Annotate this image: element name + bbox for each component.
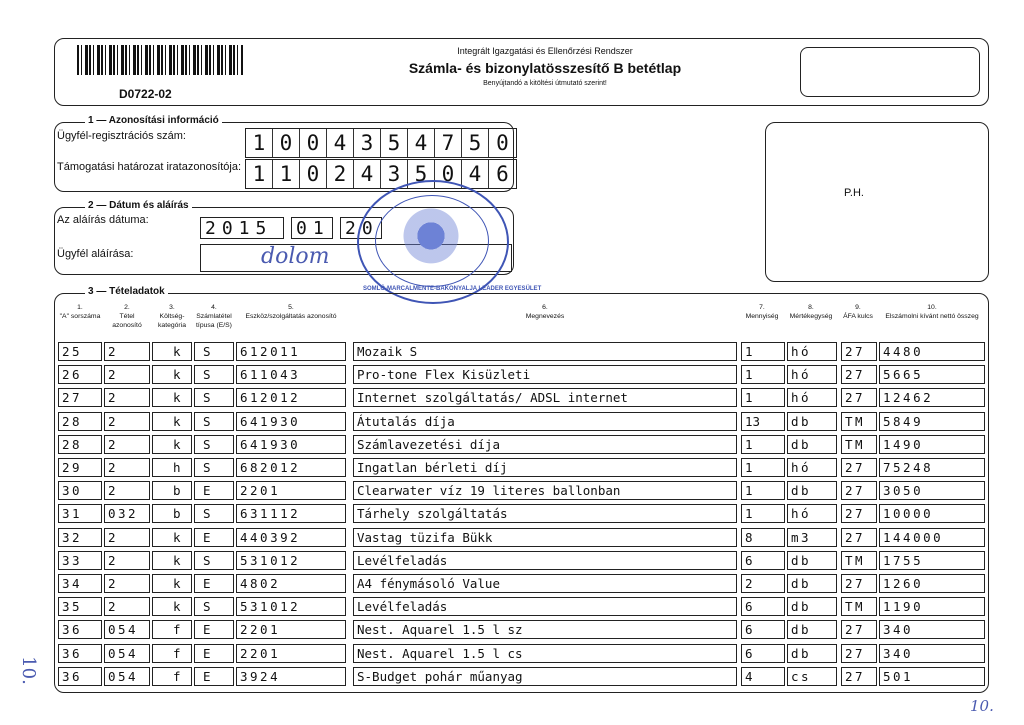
cell-vat[interactable]: 27 (841, 667, 877, 686)
digit: 0 (496, 131, 509, 155)
cell-cost-category[interactable]: k (152, 528, 192, 547)
cell-name[interactable]: Vastag tüzifa Bükk (353, 528, 737, 547)
cell-amount[interactable]: 1260 (879, 574, 985, 593)
col-label: Mennyiség (745, 313, 779, 320)
cell-unit[interactable]: cs (787, 667, 837, 686)
col-header-7 (740, 303, 784, 321)
col-label: Megnevezés (525, 313, 565, 320)
cell-a-number[interactable]: 35 (58, 597, 102, 616)
cell-asset-id[interactable]: 682012 (236, 458, 346, 477)
form-subtitle: Benyújtandó a kitöltési útmutató szerint! (483, 80, 607, 87)
cell-quantity[interactable]: 1 (741, 504, 785, 523)
cell-name[interactable]: Levélfeladás (353, 597, 737, 616)
cell-name[interactable]: Átutalás díja (353, 412, 737, 431)
cell-amount[interactable]: 4480 (879, 342, 985, 361)
stamp-text: SOMLÓ-MARCALMENTE-BAKONYALJA LEADER EGYESÜLET (363, 286, 542, 292)
cell-quantity[interactable]: 1 (741, 388, 785, 407)
cell-item-id[interactable]: 2 (104, 551, 150, 570)
cell-quantity[interactable]: 1 (741, 458, 785, 477)
cell-name[interactable]: A4 fénymásoló Value (353, 574, 737, 593)
date-label: Az aláírás dátuma: (57, 214, 149, 226)
cell-item-id[interactable]: 2 (104, 481, 150, 500)
cell-item-id[interactable]: 054 (104, 644, 150, 663)
cell-a-number[interactable]: 30 (58, 481, 102, 500)
col-num: 9. (855, 304, 861, 311)
col-num: 4. (211, 304, 217, 311)
cell-cost-category[interactable]: f (152, 644, 192, 663)
margin-note-bottom-right: 10. (970, 697, 994, 715)
cell-quantity[interactable]: 2 (741, 574, 785, 593)
col-label: Költség-kategória (158, 313, 186, 329)
stamp-emblem (401, 208, 461, 270)
cell-vat[interactable]: 27 (841, 528, 877, 547)
cell-unit[interactable]: db (787, 412, 837, 431)
cell-item-type[interactable]: S (194, 365, 234, 384)
cell-quantity[interactable]: 4 (741, 667, 785, 686)
cell-item-id[interactable]: 2 (104, 528, 150, 547)
digit: 0 (300, 160, 327, 188)
digit: 3 (381, 160, 408, 188)
cell-name[interactable]: Nest. Aquarel 1.5 l cs (353, 644, 737, 663)
cell-unit[interactable]: db (787, 620, 837, 639)
cell-asset-id[interactable]: 611043 (236, 365, 346, 384)
cell-unit[interactable]: hó (787, 342, 837, 361)
cell-a-number[interactable]: 28 (58, 435, 102, 454)
cell-item-id[interactable]: 2 (104, 574, 150, 593)
cell-unit[interactable]: db (787, 551, 837, 570)
digit: 7 (435, 129, 462, 157)
cell-a-number[interactable]: 29 (58, 458, 102, 477)
section1-title: 1 — Azonosítási információ (85, 115, 222, 126)
cell-asset-id[interactable]: 4802 (236, 574, 346, 593)
cell-name[interactable]: Ingatlan bérleti díj (353, 458, 737, 477)
system-name: Integrált Igazgatási és Ellenőrzési Rendszer (457, 46, 633, 56)
digit: 5 (408, 160, 435, 188)
col-label: Számlatétel típusa (E/S) (196, 313, 232, 329)
cell-item-type[interactable]: S (194, 551, 234, 570)
cell-item-type[interactable]: S (194, 504, 234, 523)
cell-name[interactable]: S-Budget pohár műanyag (353, 667, 737, 686)
cell-item-id[interactable]: 032 (104, 504, 150, 523)
cell-asset-id[interactable]: 612011 (236, 342, 346, 361)
cell-quantity[interactable]: 13 (741, 412, 785, 431)
col-label: Eszköz/szolgáltatás azonosító (245, 313, 337, 320)
cell-name[interactable]: Mozaik S (353, 342, 737, 361)
col-num: 8. (808, 304, 814, 311)
cell-item-id[interactable]: 2 (104, 365, 150, 384)
cell-amount[interactable]: 10000 (879, 504, 985, 523)
cell-a-number[interactable]: 32 (58, 528, 102, 547)
cell-unit[interactable]: db (787, 435, 837, 454)
cell-a-number[interactable]: 31 (58, 504, 102, 523)
cell-item-type[interactable]: S (194, 458, 234, 477)
cell-item-type[interactable]: S (194, 412, 234, 431)
cell-cost-category[interactable]: k (152, 597, 192, 616)
cell-amount[interactable]: 12462 (879, 388, 985, 407)
col-num: 1. (77, 304, 83, 311)
decision-id-field[interactable] (245, 159, 517, 189)
cell-amount[interactable]: 144000 (879, 528, 985, 547)
col-label: "A" sorszáma (59, 313, 101, 320)
cell-cost-category[interactable]: k (152, 342, 192, 361)
cell-quantity[interactable]: 6 (741, 597, 785, 616)
cell-item-id[interactable]: 2 (104, 342, 150, 361)
col-label: Elszámolni kívánt nettó összeg (885, 313, 979, 320)
cell-cost-category[interactable]: k (152, 551, 192, 570)
signature: dolom (261, 244, 330, 269)
digit: 5 (381, 129, 408, 157)
digit: 0 (273, 129, 300, 157)
col-header-9 (840, 303, 876, 321)
col-num: 3. (169, 304, 175, 311)
digit: 1 (246, 160, 273, 188)
cell-cost-category[interactable]: b (152, 481, 192, 500)
cell-name[interactable]: Clearwater víz 19 literes ballonban (353, 481, 737, 500)
cell-amount[interactable]: 3050 (879, 481, 985, 500)
cell-quantity[interactable]: 1 (741, 365, 785, 384)
cell-cost-category[interactable]: f (152, 620, 192, 639)
cell-amount[interactable]: 1755 (879, 551, 985, 570)
cell-name[interactable]: Levélfeladás (353, 551, 737, 570)
cell-a-number[interactable]: 34 (58, 574, 102, 593)
cell-name[interactable]: Internet szolgáltatás/ ADSL internet (353, 388, 737, 407)
col-label: ÁFA kulcs (843, 313, 873, 320)
section3-title: 3 — Tételadatok (85, 286, 168, 297)
date-year-field[interactable] (200, 217, 284, 239)
digit: 5 (462, 129, 489, 157)
digit: 1 (273, 160, 300, 188)
form-title: Számla- és bizonylatösszesítő B betétlap (408, 60, 682, 76)
margin-note-left: 10. (17, 656, 39, 685)
cell-cost-category[interactable]: k (152, 412, 192, 431)
cell-amount[interactable]: 501 (879, 667, 985, 686)
cell-vat[interactable]: TM (841, 551, 877, 570)
cell-name[interactable]: Nest. Aquarel 1.5 l sz (353, 620, 737, 639)
cell-unit[interactable]: db (787, 481, 837, 500)
col-num: 2. (124, 304, 130, 311)
cell-unit[interactable]: m3 (787, 528, 837, 547)
digit: 0 (300, 129, 327, 157)
client-id-label: Ügyfél-regisztrációs szám: (57, 130, 186, 142)
cell-asset-id[interactable]: 2201 (236, 481, 346, 500)
cell-a-number[interactable]: 25 (58, 342, 102, 361)
cell-item-type[interactable]: E (194, 620, 234, 639)
col-header-4 (194, 303, 234, 330)
cell-unit[interactable]: hó (787, 388, 837, 407)
col-header-10 (878, 303, 986, 321)
cell-item-id[interactable]: 2 (104, 435, 150, 454)
digit: 4 (408, 129, 435, 157)
date-day: 20 (345, 218, 379, 239)
decision-id-label: Támogatási határozat iratazonosítója: (57, 161, 242, 173)
cell-item-type[interactable]: S (194, 435, 234, 454)
cell-amount[interactable]: 340 (879, 620, 985, 639)
cell-quantity[interactable]: 6 (741, 644, 785, 663)
signature-label: Ügyfél aláírása: (57, 248, 134, 260)
cell-unit[interactable]: hó (787, 365, 837, 384)
date-month-field[interactable] (291, 217, 333, 239)
cell-quantity[interactable]: 6 (741, 551, 785, 570)
digit: 0 (435, 160, 462, 188)
cell-unit[interactable]: db (787, 644, 837, 663)
digit: 1 (246, 129, 273, 157)
cell-amount[interactable]: 340 (879, 644, 985, 663)
cell-asset-id[interactable]: 612012 (236, 388, 346, 407)
cell-item-type[interactable]: E (194, 528, 234, 547)
cell-vat[interactable]: TM (841, 412, 877, 431)
cell-asset-id[interactable]: 3924 (236, 667, 346, 686)
cell-item-id[interactable]: 2 (104, 458, 150, 477)
cell-quantity[interactable]: 1 (741, 342, 785, 361)
digit: 3 (354, 129, 381, 157)
cell-vat[interactable]: 27 (841, 342, 877, 361)
cell-cost-category[interactable]: k (152, 435, 192, 454)
cell-item-id[interactable]: 2 (104, 597, 150, 616)
cell-item-type[interactable]: E (194, 644, 234, 663)
cell-a-number[interactable]: 36 (58, 620, 102, 639)
cell-item-type[interactable]: S (194, 597, 234, 616)
cell-name[interactable]: Tárhely szolgáltatás (353, 504, 737, 523)
cell-unit[interactable]: hó (787, 458, 837, 477)
cell-item-type[interactable]: E (194, 667, 234, 686)
cell-vat[interactable]: 27 (841, 644, 877, 663)
cell-cost-category[interactable]: k (152, 365, 192, 384)
cell-item-id[interactable]: 2 (104, 388, 150, 407)
cell-a-number[interactable]: 26 (58, 365, 102, 384)
cell-vat[interactable]: 27 (841, 458, 877, 477)
cell-amount[interactable]: 5665 (879, 365, 985, 384)
header-box (54, 38, 989, 106)
cell-quantity[interactable]: 8 (741, 528, 785, 547)
cell-asset-id[interactable]: 641930 (236, 412, 346, 431)
cell-quantity[interactable]: 6 (741, 620, 785, 639)
digit: 6 (496, 162, 509, 186)
cell-item-id[interactable]: 054 (104, 667, 150, 686)
cell-vat[interactable]: 27 (841, 365, 877, 384)
cell-vat[interactable]: TM (841, 597, 877, 616)
col-num: 6. (542, 304, 548, 311)
ph-label: P.H. (844, 187, 864, 199)
cell-asset-id[interactable]: 631112 (236, 504, 346, 523)
col-header-2 (104, 303, 150, 330)
col-header-6 (355, 303, 735, 321)
client-id-field[interactable] (245, 128, 517, 158)
digit: 4 (327, 129, 354, 157)
cell-cost-category[interactable]: b (152, 504, 192, 523)
col-header-5 (236, 303, 346, 321)
cell-asset-id[interactable]: 2201 (236, 620, 346, 639)
cell-quantity[interactable]: 1 (741, 481, 785, 500)
cell-asset-id[interactable]: 641930 (236, 435, 346, 454)
cell-item-type[interactable]: E (194, 574, 234, 593)
col-header-3 (152, 303, 192, 330)
cell-asset-id[interactable]: 531012 (236, 597, 346, 616)
col-header-1 (58, 303, 102, 321)
col-label: Mértékegység (789, 313, 833, 320)
cell-vat[interactable]: 27 (841, 504, 877, 523)
cell-asset-id[interactable]: 2201 (236, 644, 346, 663)
cell-a-number[interactable]: 27 (58, 388, 102, 407)
col-num: 5. (288, 304, 294, 311)
cell-asset-id[interactable]: 440392 (236, 528, 346, 547)
cell-asset-id[interactable]: 531012 (236, 551, 346, 570)
cell-cost-category[interactable]: f (152, 667, 192, 686)
header-blank-box (800, 47, 980, 97)
cell-item-id[interactable]: 054 (104, 620, 150, 639)
form-code: D0722-02 (119, 87, 172, 101)
date-month: 01 (296, 218, 330, 239)
digit: 4 (354, 160, 381, 188)
cell-amount[interactable]: 1490 (879, 435, 985, 454)
cell-quantity[interactable]: 1 (741, 435, 785, 454)
cell-a-number[interactable]: 36 (58, 644, 102, 663)
col-label: Tétel azonosító (112, 313, 142, 329)
cell-vat[interactable]: 27 (841, 481, 877, 500)
ph-box (765, 122, 989, 282)
col-header-8 (786, 303, 836, 321)
cell-cost-category[interactable]: h (152, 458, 192, 477)
col-num: 7. (759, 304, 765, 311)
cell-vat[interactable]: 27 (841, 388, 877, 407)
cell-a-number[interactable]: 28 (58, 412, 102, 431)
section2-title: 2 — Dátum és aláírás (85, 200, 192, 211)
official-stamp (357, 180, 542, 304)
barcode (77, 45, 243, 75)
cell-unit[interactable]: db (787, 574, 837, 593)
cell-a-number[interactable]: 33 (58, 551, 102, 570)
cell-amount[interactable]: 75248 (879, 458, 985, 477)
cell-cost-category[interactable]: k (152, 388, 192, 407)
cell-vat[interactable]: TM (841, 435, 877, 454)
cell-item-type[interactable]: S (194, 342, 234, 361)
cell-item-id[interactable]: 2 (104, 412, 150, 431)
cell-amount[interactable]: 1190 (879, 597, 985, 616)
digit: 4 (462, 160, 489, 188)
cell-item-type[interactable]: S (194, 388, 234, 407)
cell-cost-category[interactable]: k (152, 574, 192, 593)
cell-vat[interactable]: 27 (841, 574, 877, 593)
cell-item-type[interactable]: E (194, 481, 234, 500)
cell-unit[interactable]: db (787, 597, 837, 616)
cell-amount[interactable]: 5849 (879, 412, 985, 431)
digit: 2 (327, 160, 354, 188)
cell-vat[interactable]: 27 (841, 620, 877, 639)
cell-name[interactable]: Számlavezetési díja (353, 435, 737, 454)
col-num: 10. (927, 304, 937, 311)
cell-unit[interactable]: hó (787, 504, 837, 523)
date-year: 2015 (205, 218, 273, 239)
cell-a-number[interactable]: 36 (58, 667, 102, 686)
cell-name[interactable]: Pro-tone Flex Kisüzleti (353, 365, 737, 384)
